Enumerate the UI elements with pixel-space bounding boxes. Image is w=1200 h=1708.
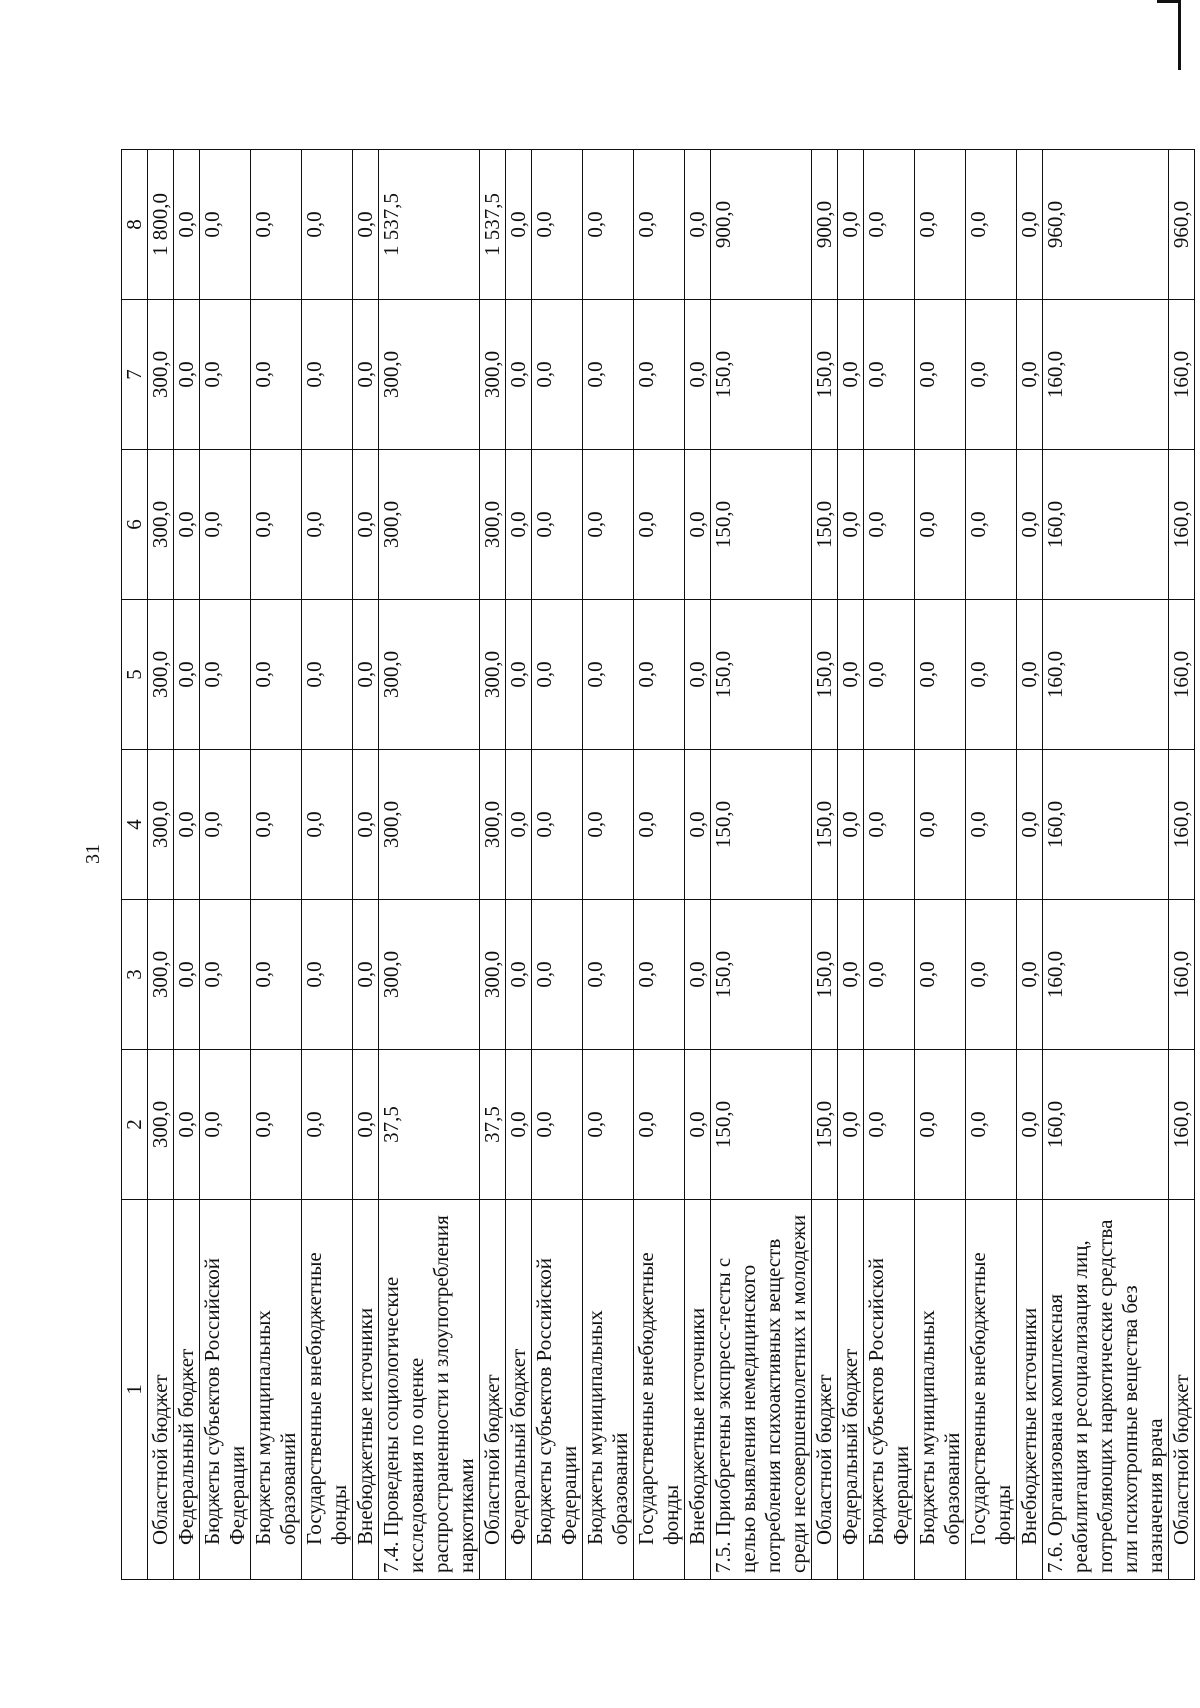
table-cell-value: 0,0 [966, 600, 1017, 750]
table-cell-value: 0,0 [966, 150, 1017, 300]
table-cell-value: 0,0 [506, 600, 532, 750]
table-row [915, 150, 966, 1580]
table-cell-value: 0,0 [915, 150, 966, 300]
table-cell-value: 0,0 [251, 450, 302, 600]
table-cell-value: 0,0 [353, 450, 379, 600]
table-cell-value: 160,0 [1043, 1050, 1169, 1200]
row-label-source: Бюджеты субъектов Российской Федерации [200, 1200, 251, 1580]
table-row [1043, 150, 1169, 1580]
funding-table-body [122, 150, 1195, 1580]
table-cell-value: 900,0 [812, 150, 838, 300]
table-cell-value: 0,0 [838, 300, 864, 450]
table-cell-value: 160,0 [1043, 900, 1169, 1050]
table-cell-value: 0,0 [966, 450, 1017, 600]
table-cell-value: 150,0 [711, 450, 812, 600]
table-cell-value: 0,0 [353, 300, 379, 450]
table-row [251, 150, 302, 1580]
table-cell-value: 0,0 [966, 900, 1017, 1050]
table-cell-value: 0,0 [915, 750, 966, 900]
table-cell-value: 0,0 [915, 600, 966, 750]
table-cell-value: 150,0 [812, 450, 838, 600]
table-cell-value: 0,0 [966, 750, 1017, 900]
table-cell-value: 0,0 [634, 150, 685, 300]
table-cell-value: 0,0 [685, 600, 711, 750]
table-cell-value: 0,0 [864, 750, 915, 900]
table-cell-value: 0,0 [685, 150, 711, 300]
table-cell-value: 0,0 [200, 300, 251, 450]
column-header: 3 [122, 900, 148, 1050]
page-number: 31 [82, 844, 104, 864]
table-cell-value: 0,0 [966, 1050, 1017, 1200]
table-cell-value: 300,0 [379, 300, 480, 450]
table-cell-value: 0,0 [634, 300, 685, 450]
table-cell-value: 160,0 [1043, 450, 1169, 600]
column-header: 8 [122, 150, 148, 300]
row-label-source: Бюджеты муниципальных образований [251, 1200, 302, 1580]
funding-table [121, 149, 1195, 1580]
table-row [302, 150, 353, 1580]
table-cell-value: 0,0 [532, 1050, 583, 1200]
table-cell-value: 0,0 [583, 300, 634, 450]
table-cell-value: 0,0 [1017, 450, 1043, 600]
table-cell-value: 160,0 [1169, 600, 1195, 750]
table-cell-value: 0,0 [302, 1050, 353, 1200]
table-cell-value: 1 537,5 [379, 150, 480, 300]
table-cell-value: 0,0 [864, 450, 915, 600]
table-cell-value: 0,0 [302, 900, 353, 1050]
table-cell-value: 150,0 [812, 750, 838, 900]
table-cell-value: 0,0 [251, 150, 302, 300]
table-cell-value: 0,0 [353, 150, 379, 300]
table-cell-value: 0,0 [200, 900, 251, 1050]
table-cell-value: 300,0 [148, 600, 174, 750]
table-cell-value: 0,0 [302, 300, 353, 450]
row-label-source: Внебюджетные источники [353, 1200, 379, 1580]
table-cell-value: 0,0 [174, 900, 200, 1050]
table-cell-value: 0,0 [302, 450, 353, 600]
table-row [200, 150, 251, 1580]
row-label-source: Федеральный бюджет [838, 1200, 864, 1580]
row-label-activity: 7.6. Организована комплексная реабилитация и ресоциализация лиц, потребляющих наркотические средства или психотропные вещества без назначения врача [1043, 1200, 1169, 1580]
table-cell-value: 0,0 [302, 750, 353, 900]
table-row [1169, 150, 1195, 1580]
table-cell-value: 0,0 [634, 1050, 685, 1200]
table-cell-value: 0,0 [583, 750, 634, 900]
table-cell-value: 0,0 [353, 600, 379, 750]
table-row [379, 150, 480, 1580]
table-cell-value: 0,0 [174, 600, 200, 750]
table-cell-value: 150,0 [711, 1050, 812, 1200]
table-cell-value: 0,0 [634, 600, 685, 750]
table-cell-value: 0,0 [506, 150, 532, 300]
table-cell-value: 300,0 [480, 450, 506, 600]
row-label-activity: 7.4. Проведены социологические исследования по оценке распространенности и злоупотребления наркотиками [379, 1200, 480, 1580]
table-cell-value: 160,0 [1043, 300, 1169, 450]
table-cell-value: 0,0 [1017, 750, 1043, 900]
table-cell-value: 0,0 [532, 750, 583, 900]
table-cell-value: 0,0 [174, 750, 200, 900]
table-cell-value: 160,0 [1169, 900, 1195, 1050]
table-cell-value: 300,0 [148, 900, 174, 1050]
table-cell-value: 0,0 [685, 1050, 711, 1200]
table-cell-value: 0,0 [864, 150, 915, 300]
table-cell-value: 160,0 [1043, 750, 1169, 900]
table-cell-value: 0,0 [915, 1050, 966, 1200]
table-cell-value: 150,0 [812, 300, 838, 450]
row-label-source: Бюджеты муниципальных образований [915, 1200, 966, 1580]
table-cell-value: 300,0 [480, 900, 506, 1050]
row-label-source: Федеральный бюджет [174, 1200, 200, 1580]
table-cell-value: 0,0 [583, 1050, 634, 1200]
column-header: 7 [122, 300, 148, 450]
table-cell-value: 0,0 [864, 900, 915, 1050]
table-cell-value: 300,0 [480, 600, 506, 750]
table-row [583, 150, 634, 1580]
table-cell-value: 0,0 [251, 300, 302, 450]
table-row [148, 150, 174, 1580]
table-cell-value: 160,0 [1169, 1050, 1195, 1200]
table-cell-value: 0,0 [864, 1050, 915, 1200]
table-cell-value: 0,0 [685, 300, 711, 450]
table-row [353, 150, 379, 1580]
table-row [480, 150, 506, 1580]
table-row [634, 150, 685, 1580]
table-cell-value: 0,0 [506, 300, 532, 450]
table-cell-value: 0,0 [1017, 1050, 1043, 1200]
table-cell-value: 0,0 [353, 750, 379, 900]
column-header: 1 [122, 1200, 148, 1580]
column-header: 2 [122, 1050, 148, 1200]
table-cell-value: 160,0 [1169, 450, 1195, 600]
table-cell-value: 0,0 [174, 450, 200, 600]
table-cell-value: 150,0 [711, 300, 812, 450]
table-cell-value: 300,0 [148, 450, 174, 600]
table-cell-value: 150,0 [711, 900, 812, 1050]
row-label-source: Бюджеты муниципальных образований [583, 1200, 634, 1580]
table-cell-value: 0,0 [685, 450, 711, 600]
table-row [1017, 150, 1043, 1580]
table-cell-value: 0,0 [251, 900, 302, 1050]
table-row [966, 150, 1017, 1580]
table-cell-value: 0,0 [532, 300, 583, 450]
table-cell-value: 300,0 [148, 300, 174, 450]
table-cell-value: 0,0 [200, 600, 251, 750]
row-label-source: Внебюджетные источники [685, 1200, 711, 1580]
table-cell-value: 0,0 [506, 1050, 532, 1200]
table-cell-value: 0,0 [532, 450, 583, 600]
table-cell-value: 300,0 [379, 600, 480, 750]
table-cell-value: 160,0 [1169, 750, 1195, 900]
table-cell-value: 0,0 [251, 750, 302, 900]
table-cell-value: 0,0 [353, 1050, 379, 1200]
table-cell-value: 150,0 [812, 600, 838, 750]
table-row [532, 150, 583, 1580]
column-header: 4 [122, 750, 148, 900]
column-header: 5 [122, 600, 148, 750]
row-label-source: Бюджеты субъектов Российской Федерации [864, 1200, 915, 1580]
table-cell-value: 300,0 [379, 750, 480, 900]
table-row [685, 150, 711, 1580]
row-label-source: Областной бюджет [1169, 1200, 1195, 1580]
table-cell-value: 160,0 [1043, 600, 1169, 750]
table-cell-value: 0,0 [174, 1050, 200, 1200]
table-cell-value: 0,0 [838, 1050, 864, 1200]
table-cell-value: 0,0 [634, 750, 685, 900]
table-cell-value: 0,0 [251, 600, 302, 750]
table-cell-value: 0,0 [532, 150, 583, 300]
table-cell-value: 0,0 [1017, 150, 1043, 300]
table-cell-value: 0,0 [174, 300, 200, 450]
table-cell-value: 0,0 [200, 450, 251, 600]
table-cell-value: 0,0 [251, 1050, 302, 1200]
table-cell-value: 0,0 [838, 150, 864, 300]
table-cell-value: 0,0 [864, 600, 915, 750]
table-cell-value: 0,0 [838, 450, 864, 600]
row-label-source: Бюджеты субъектов Российской Федерации [532, 1200, 583, 1580]
table-row [838, 150, 864, 1580]
table-cell-value: 960,0 [1043, 150, 1169, 300]
table-cell-value: 0,0 [915, 450, 966, 600]
table-cell-value: 0,0 [634, 450, 685, 600]
column-header: 6 [122, 450, 148, 600]
table-row [864, 150, 915, 1580]
table-cell-value: 0,0 [864, 300, 915, 450]
table-cell-value: 300,0 [148, 1050, 174, 1200]
table-cell-value: 900,0 [711, 150, 812, 300]
table-cell-value: 0,0 [634, 900, 685, 1050]
table-cell-value: 0,0 [583, 600, 634, 750]
table-cell-value: 0,0 [506, 900, 532, 1050]
row-label-source: Государственные внебюджетные фонды [634, 1200, 685, 1580]
table-cell-value: 0,0 [583, 150, 634, 300]
table-cell-value: 0,0 [838, 600, 864, 750]
table-row [711, 150, 812, 1580]
table-cell-value: 0,0 [1017, 900, 1043, 1050]
table-cell-value: 0,0 [1017, 600, 1043, 750]
table-row [506, 150, 532, 1580]
table-cell-value: 0,0 [966, 300, 1017, 450]
table-cell-value: 0,0 [838, 750, 864, 900]
table-cell-value: 0,0 [302, 600, 353, 750]
scan-frame-corner [1178, 0, 1181, 70]
row-label-activity: 7.5. Приобретены экспресс-тесты с целью выявления немедицинского потребления психоактивных веществ среди несовершеннолетних и молодежи [711, 1200, 812, 1580]
row-label-source: Областной бюджет [812, 1200, 838, 1580]
row-label-source: Внебюджетные источники [1017, 1200, 1043, 1580]
table-cell-value: 150,0 [812, 1050, 838, 1200]
table-cell-value: 0,0 [838, 900, 864, 1050]
table-cell-value: 150,0 [711, 750, 812, 900]
table-cell-value: 0,0 [685, 750, 711, 900]
table-cell-value: 300,0 [379, 450, 480, 600]
rotated-page-content [121, 150, 1193, 1580]
table-cell-value: 0,0 [302, 150, 353, 300]
table-cell-value: 37,5 [480, 1050, 506, 1200]
table-cell-value: 0,0 [583, 900, 634, 1050]
table-row [174, 150, 200, 1580]
table-cell-value: 0,0 [1017, 300, 1043, 450]
table-cell-value: 300,0 [480, 750, 506, 900]
table-cell-value: 0,0 [915, 900, 966, 1050]
table-cell-value: 300,0 [379, 900, 480, 1050]
table-cell-value: 0,0 [174, 150, 200, 300]
row-label-source: Государственные внебюджетные фонды [302, 1200, 353, 1580]
table-cell-value: 0,0 [353, 900, 379, 1050]
table-cell-value: 160,0 [1169, 300, 1195, 450]
table-cell-value: 0,0 [685, 900, 711, 1050]
table-cell-value: 0,0 [506, 750, 532, 900]
table-cell-value: 0,0 [200, 750, 251, 900]
table-cell-value: 0,0 [506, 450, 532, 600]
table-cell-value: 0,0 [915, 300, 966, 450]
table-cell-value: 150,0 [711, 600, 812, 750]
row-label-source: Государственные внебюджетные фонды [966, 1200, 1017, 1580]
table-cell-value: 300,0 [480, 300, 506, 450]
table-cell-value: 960,0 [1169, 150, 1195, 300]
table-cell-value: 0,0 [532, 900, 583, 1050]
table-row [812, 150, 838, 1580]
table-cell-value: 1 800,0 [148, 150, 174, 300]
row-label-source: Федеральный бюджет [506, 1200, 532, 1580]
table-cell-value: 0,0 [200, 1050, 251, 1200]
table-cell-value: 300,0 [148, 750, 174, 900]
table-cell-value: 37,5 [379, 1050, 480, 1200]
table-cell-value: 0,0 [583, 450, 634, 600]
row-label-source: Областной бюджет [148, 1200, 174, 1580]
table-cell-value: 0,0 [200, 150, 251, 300]
table-cell-value: 1 537,5 [480, 150, 506, 300]
table-cell-value: 0,0 [532, 600, 583, 750]
table-cell-value: 150,0 [812, 900, 838, 1050]
table-header-row [122, 150, 148, 1580]
row-label-source: Областной бюджет [480, 1200, 506, 1580]
